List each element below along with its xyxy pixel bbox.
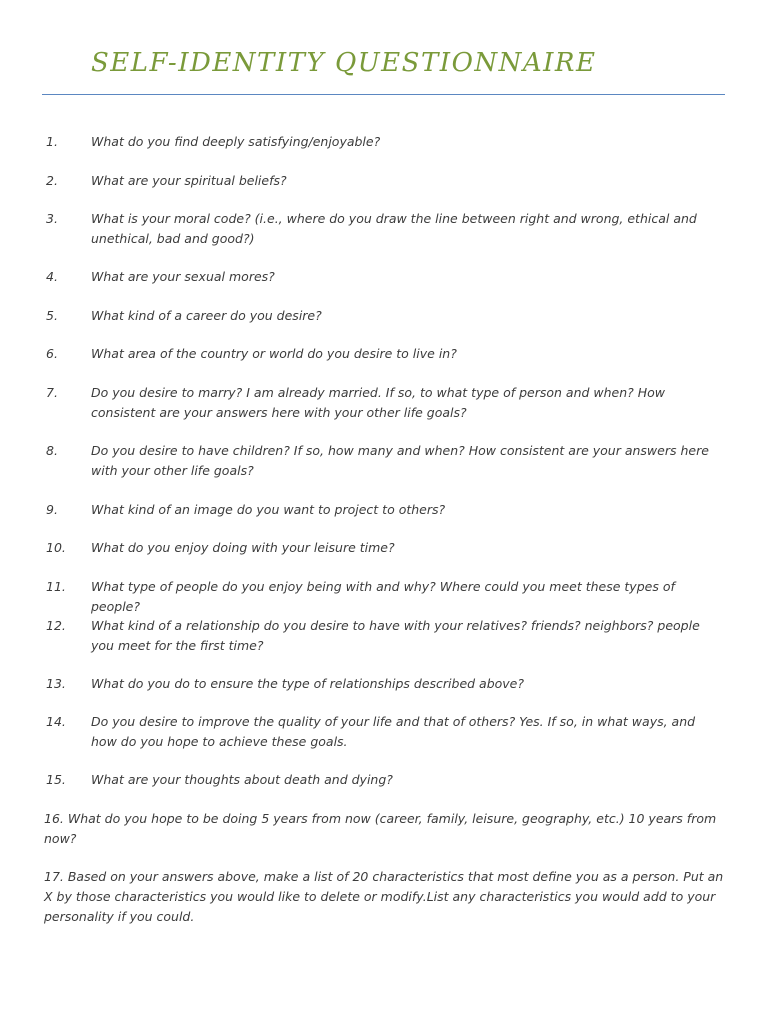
question-item xyxy=(44,344,724,364)
question-text: What are your sexual mores? xyxy=(91,269,275,284)
question-text: What kind of a career do you desire? xyxy=(91,308,322,323)
question-text: Do you desire to marry? I am already married. If so, to what type of person and when? How consistent are your answers here with your other life goals? xyxy=(91,385,666,420)
question-number: 3. xyxy=(46,211,58,226)
question-text: What do you enjoy doing with your leisure time? xyxy=(91,540,395,555)
question-number: 2. xyxy=(46,173,58,188)
question-number: 9. xyxy=(46,502,58,517)
question-item xyxy=(44,770,724,790)
question-number: 8. xyxy=(46,443,58,458)
title-divider xyxy=(42,94,725,95)
question-item xyxy=(44,712,724,752)
question-number: 6. xyxy=(46,346,58,361)
question-number: 7. xyxy=(46,385,58,400)
question-text: What are your spiritual beliefs? xyxy=(91,173,287,188)
question-item xyxy=(44,441,724,481)
question-number: 14. xyxy=(46,714,66,729)
question-number: 13. xyxy=(46,676,66,691)
question-item xyxy=(44,500,724,520)
question-number: 12. xyxy=(46,618,66,633)
question-item xyxy=(44,132,724,152)
question-text: What do you find deeply satisfying/enjoyable? xyxy=(91,134,381,149)
question-number: 5. xyxy=(46,308,58,323)
question-text: What area of the country or world do you desire to live in? xyxy=(91,346,457,361)
question-number: 15. xyxy=(46,772,66,787)
question-number: 11. xyxy=(46,579,66,594)
question-text: What is your moral code? (i.e., where do you draw the line between right and wrong, ethical and unethical, bad and good?) xyxy=(91,211,697,246)
question-text: 16. What do you hope to be doing 5 years from now (career, family, leisure, geography, etc.) 10 years from now? xyxy=(44,811,717,846)
question-text: Do you desire to have children? If so, how many and when? How consistent are your answers here with your other life goals? xyxy=(91,443,709,478)
question-text: What kind of an image do you want to project to others? xyxy=(91,502,446,517)
question-item xyxy=(44,383,724,423)
page-title: SELF-IDENTITY QUESTIONNAIRE xyxy=(91,48,597,78)
question-item xyxy=(44,577,724,617)
question-text: What type of people do you enjoy being with and why? Where could you meet these types of people? xyxy=(91,579,675,614)
question-text: What kind of a relationship do you desire to have with your relatives? friends? neighbors? people you meet for the first time? xyxy=(91,618,700,653)
question-item xyxy=(44,209,724,249)
question-item xyxy=(44,267,724,287)
question-item xyxy=(44,616,724,656)
question-item xyxy=(44,306,724,326)
question-text: What are your thoughts about death and dying? xyxy=(91,772,393,787)
question-text: What do you do to ensure the type of relationships described above? xyxy=(91,676,525,691)
question-number: 4. xyxy=(46,269,58,284)
question-number: 10. xyxy=(46,540,66,555)
question-item xyxy=(44,674,724,694)
question-text: Do you desire to improve the quality of your life and that of others? Yes. If so, in what ways, and how do you hope to achieve these goals. xyxy=(91,714,696,749)
question-number: 1. xyxy=(46,134,58,149)
question-item xyxy=(44,867,724,927)
question-item xyxy=(44,538,724,558)
question-item xyxy=(44,809,724,849)
question-text: 17. Based on your answers above, make a list of 20 characteristics that most define you as a person. Put an X by those characteristics you would like to delete or modify.List any characteristics you would add to your personality if you could. xyxy=(44,869,724,924)
question-item xyxy=(44,171,724,191)
